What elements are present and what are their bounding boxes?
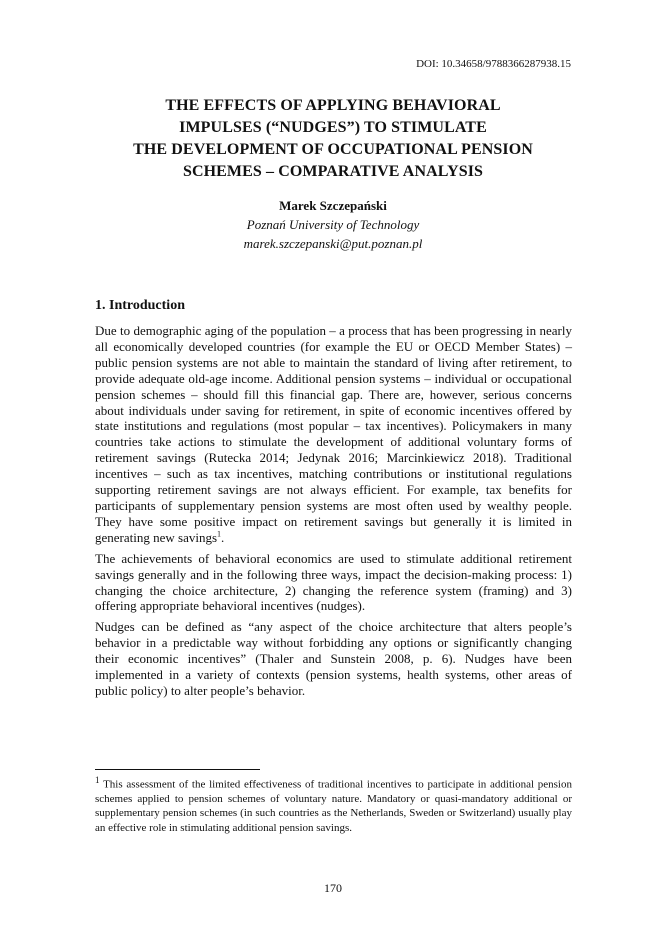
footnote-divider xyxy=(95,769,260,770)
paragraph xyxy=(95,323,572,546)
author-block xyxy=(95,196,571,253)
paragraph: Nudges can be defined as “any aspect of the choice architecture that alters people’s behavior in a predictable way without forbidding any options or significantly changing their economic incentives” (Thaler and Sunstein 2008, p. 6). Nudges have been implemented in a variety of contexts (pension systems, health systems, other areas of public policy) to alter people’s behavior. xyxy=(95,619,572,698)
doi-header: DOI: 10.34658/9788366287938.15 xyxy=(416,58,571,70)
section-heading: 1. Introduction xyxy=(95,298,185,313)
title-line: SCHEMES – COMPARATIVE ANALYSIS xyxy=(182,163,484,180)
paragraph-end: . xyxy=(221,529,225,545)
paragraph-text: Due to demographic aging of the population – a process that has been progressing in nearly all economically developed countries (for example the EU or OECD Member States) – public pension systems are not able to maintain the standard of living after retirement, to provide adequate old-age income. Additional pension systems – individual or occupational pension schemes – should fill this financial gap. There are, however, serious concerns about individuals under saving for retirement, in spite of economic incentives offered by state institutions and regulations (most popular – tax incentives). Policymakers in many countries take actions to stimulate the development of additional voluntary forms of retirement savings (Rutecka 2014; Jedynak 2016; Marcinkiewicz 2018). Traditional incentives – such as tax incentives, matching contributions or institutional regulations supporting retirement savings are not always efficient. For example, tax benefits for participants of supplementary pension systems are most often used by wealthy people. They have some positive impact on retirement savings but generally it is limited in generating new savings xyxy=(95,323,572,545)
title-line: THE DEVELOPMENT OF OCCUPATIONAL PENSION xyxy=(133,141,533,158)
footnote-text: This assessment of the limited effectiveness of traditional incentives to participate in additional pension schemes applied to pension schemes of voluntary nature. Mandatory or quasi-mandatory additional or supplementary pension schemes (in such countries as the Netherlands, Sweden or Switzerland) usually play an effective role in stimulating additional pension savings. xyxy=(95,778,572,834)
author-name: Marek Szczepański xyxy=(279,198,387,213)
paper-title xyxy=(95,95,571,183)
author-email: marek.szczepanski@put.poznan.pl xyxy=(243,236,423,251)
page-number: 170 xyxy=(324,881,342,895)
title-line: THE EFFECTS OF APPLYING BEHAVIORAL xyxy=(165,97,501,114)
footnote xyxy=(95,773,572,835)
paragraph: The achievements of behavioral economics are used to stimulate additional retirement savings generally and in the following three ways, impact the decision-making process: 1) changing the choice architecture, 2) changing the reference system (framing) and 3) offering appropriate behavioral incentives (nudges). xyxy=(95,550,572,614)
title-line: IMPULSES (“NUDGES”) TO STIMULATE xyxy=(179,119,487,136)
author-affiliation: Poznań University of Technology xyxy=(246,217,420,232)
footnote-marker: 1 xyxy=(95,775,100,785)
section-body xyxy=(95,323,572,704)
footnote-reference[interactable]: 1 xyxy=(217,529,222,539)
